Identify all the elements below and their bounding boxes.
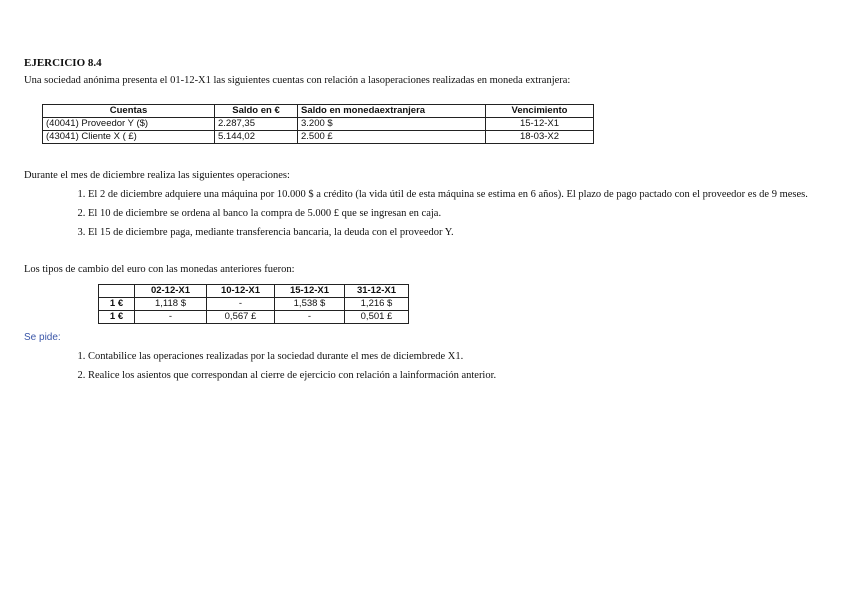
table-cell: - (135, 311, 207, 324)
table-header-row (99, 285, 409, 298)
table-cell: (43041) Cliente X ( £) (43, 131, 215, 144)
col-header-date: 15-12-X1 (275, 285, 345, 298)
table-cell: 1,216 $ (345, 298, 409, 311)
operations-intro: Durante el mes de diciembre realiza las siguientes operaciones: (24, 170, 290, 181)
row-header: 1 € (99, 311, 135, 324)
list-item: 2. El 10 de diciembre se ordena al banco la compra de 5.000 £ que se ingresan en caja. (88, 207, 828, 220)
table-cell: 2.500 £ (298, 131, 486, 144)
list-item: 1. Contabilice las operaciones realizadas por la sociedad durante el mes de diciembrede X1. (88, 350, 648, 363)
operations-list (60, 182, 828, 239)
table-cell: 5.144,02 (215, 131, 298, 144)
table-cell: (40041) Proveedor Y ($) (43, 118, 215, 131)
table-row (43, 131, 594, 144)
col-header-date: 31-12-X1 (345, 285, 409, 298)
list-item: 1. El 2 de diciembre adquiere una máquina por 10.000 $ a crédito (la vida útil de esta máquina se estima en 6 años). El plazo de pago pactado con el proveedor es de 9 meses. (88, 188, 828, 201)
se-pide-heading: Se pide: (24, 332, 61, 343)
requirements-list (60, 344, 648, 382)
rates-intro: Los tipos de cambio del euro con las monedas anteriores fueron: (24, 264, 295, 275)
table-cell: 3.200 $ (298, 118, 486, 131)
table-cell: 15-12-X1 (486, 118, 594, 131)
accounts-table (42, 104, 594, 144)
col-header-saldo-foreign: Saldo en monedaextranjera (298, 105, 486, 118)
table-row (43, 118, 594, 131)
rates-table (98, 284, 409, 324)
list-item: 3. El 15 de diciembre paga, mediante transferencia bancaria, la deuda con el proveedor Y. (88, 226, 828, 239)
table-header-row (43, 105, 594, 118)
col-header-date: 02-12-X1 (135, 285, 207, 298)
table-cell: 18-03-X2 (486, 131, 594, 144)
col-header-empty (99, 285, 135, 298)
table-cell: 1,118 $ (135, 298, 207, 311)
col-header-cuentas: Cuentas (43, 105, 215, 118)
exercise-title: EJERCICIO 8.4 (24, 57, 102, 69)
table-row (99, 311, 409, 324)
table-cell: - (275, 311, 345, 324)
table-row (99, 298, 409, 311)
table-cell: - (207, 298, 275, 311)
col-header-saldo-eur: Saldo en € (215, 105, 298, 118)
col-header-vencimiento: Vencimiento (486, 105, 594, 118)
intro-paragraph: Una sociedad anónima presenta el 01-12-X1 las siguientes cuentas con relación a lasoperaciones realizadas en moneda extranjera: (24, 75, 571, 86)
table-cell: 0,567 £ (207, 311, 275, 324)
col-header-date: 10-12-X1 (207, 285, 275, 298)
table-cell: 1,538 $ (275, 298, 345, 311)
table-cell: 0,501 £ (345, 311, 409, 324)
list-item: 2. Realice los asientos que correspondan al cierre de ejercicio con relación a lainformación anterior. (88, 369, 648, 382)
table-cell: 2.287,35 (215, 118, 298, 131)
row-header: 1 € (99, 298, 135, 311)
